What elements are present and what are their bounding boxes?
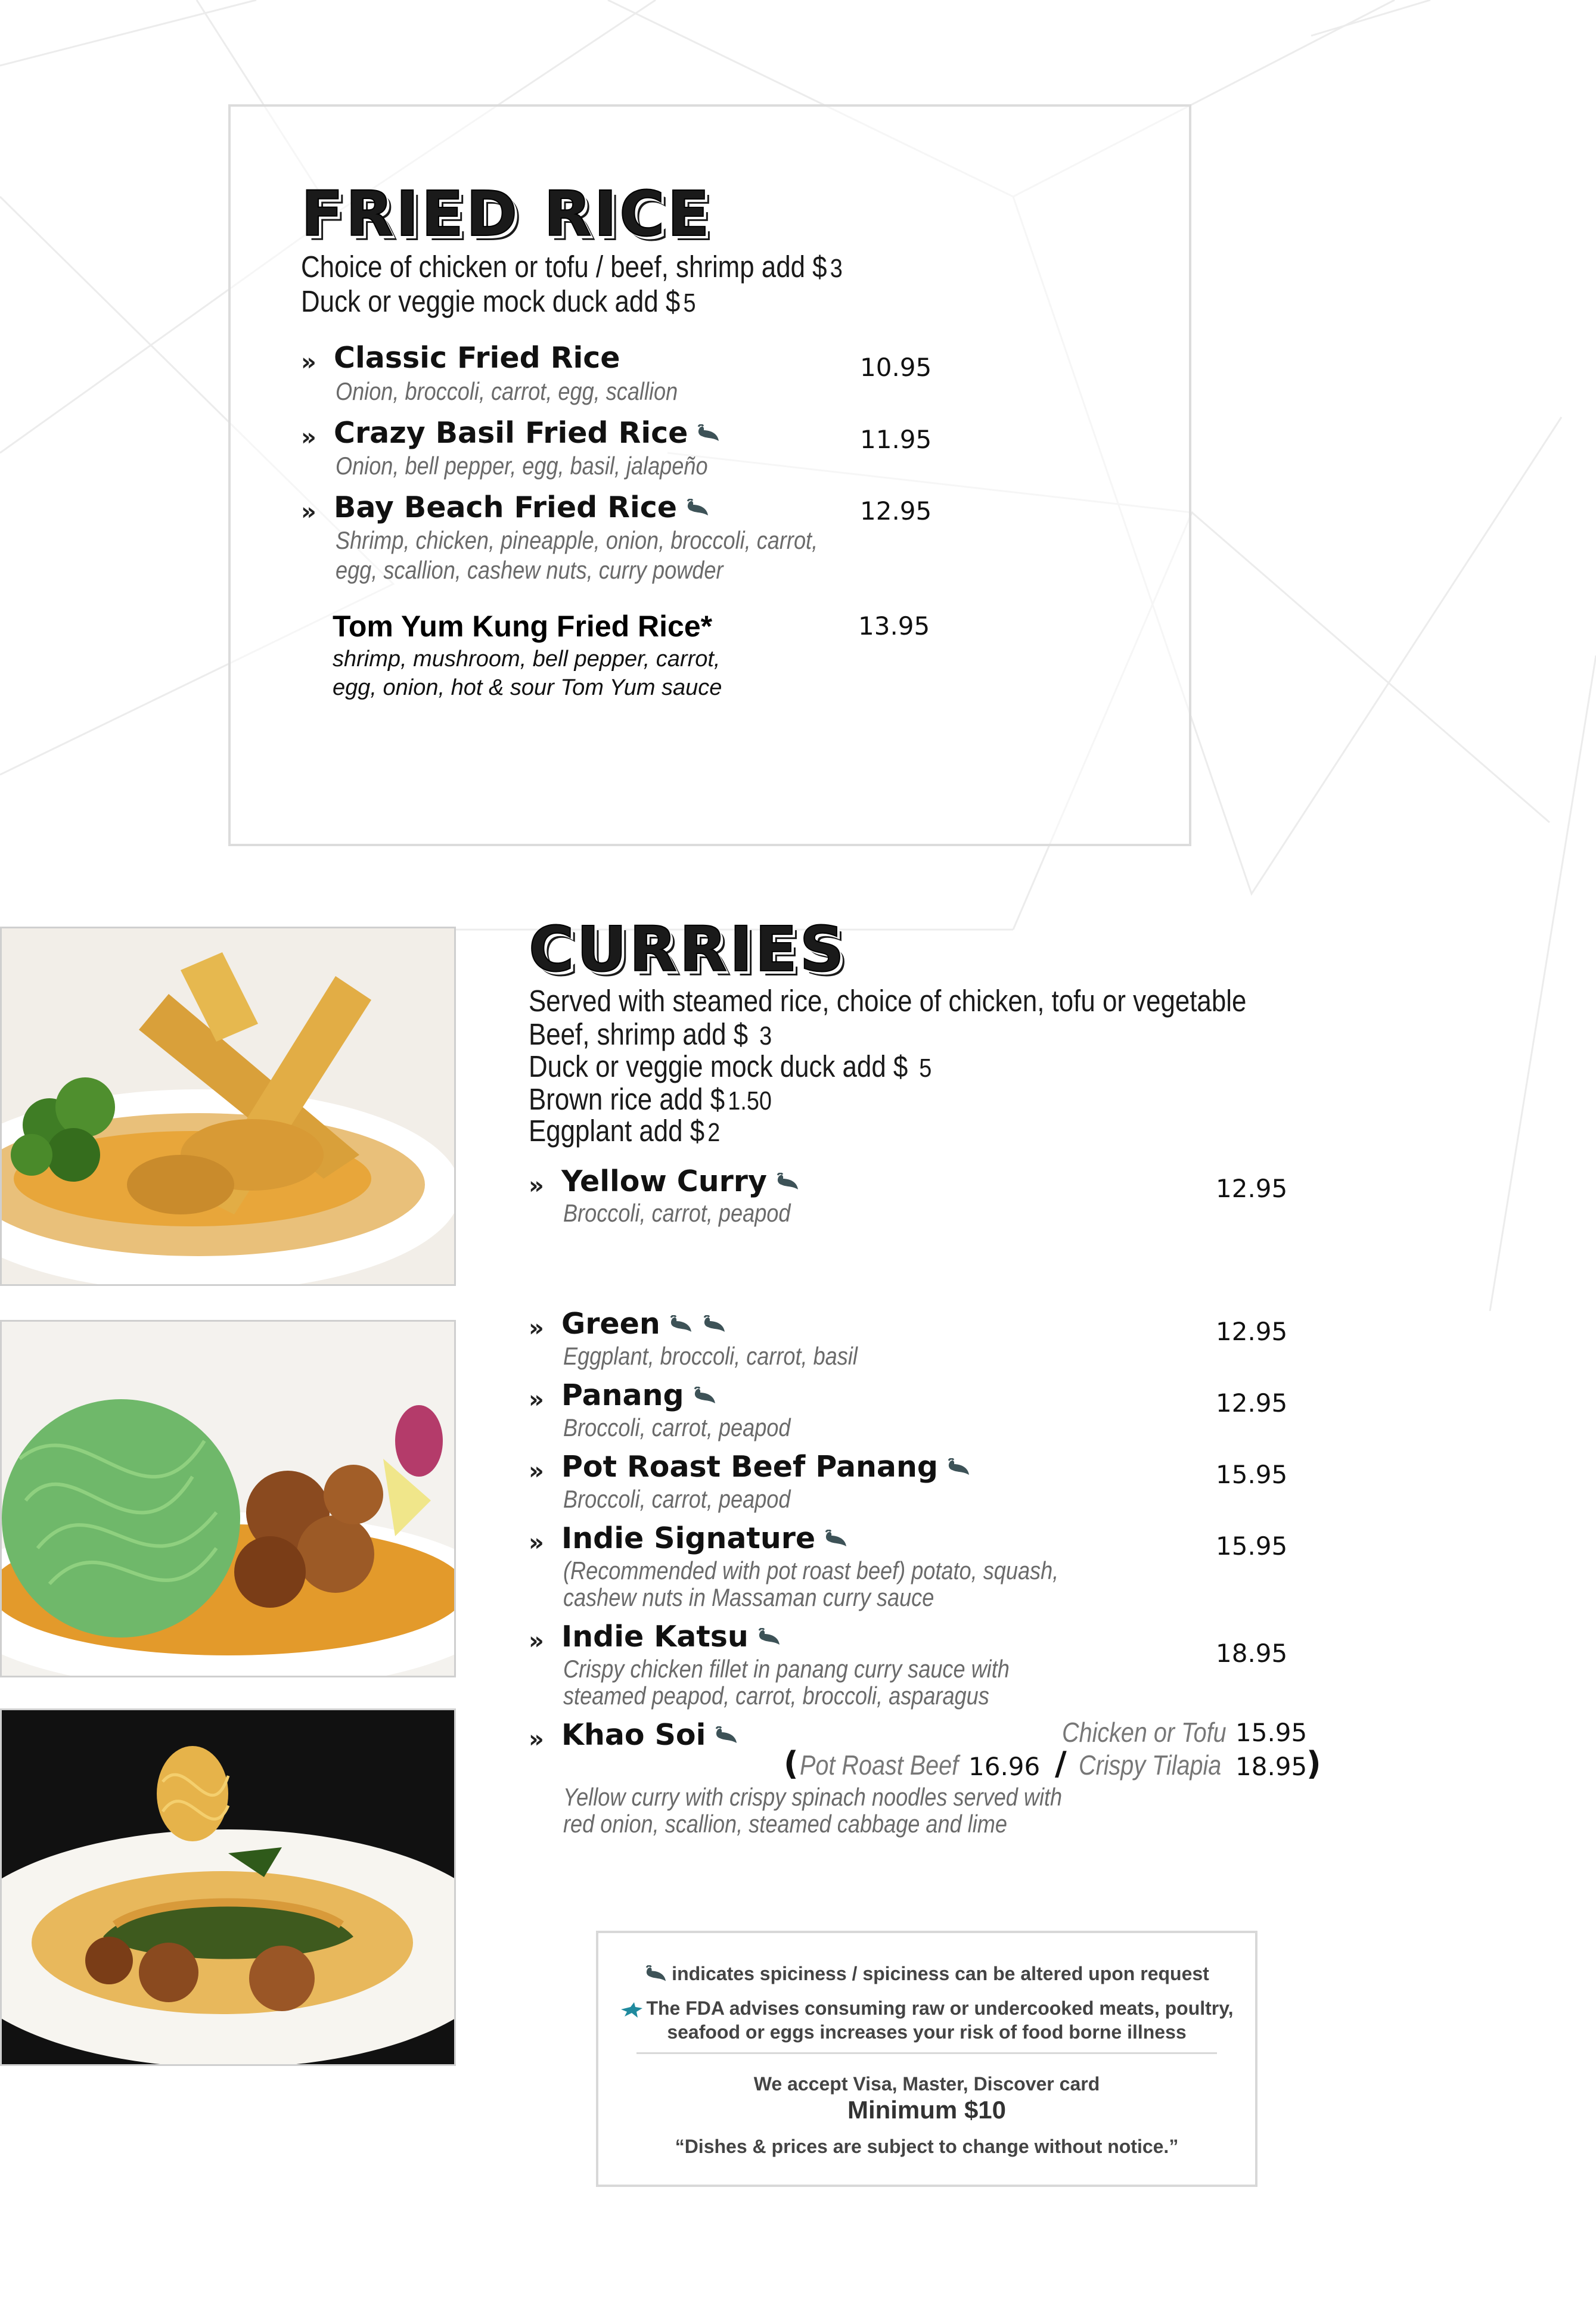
chili-icon bbox=[644, 1965, 668, 1986]
item-name bbox=[561, 1307, 727, 1341]
item-description: Crispy chicken fillet in panang curry sauce with bbox=[563, 1655, 1010, 1683]
fried-rice-note-duck bbox=[301, 284, 696, 319]
item-bullet-icon: » bbox=[529, 1172, 544, 1200]
item-name bbox=[561, 1718, 739, 1752]
note-text: Served with steamed rice, choice of chicken, tofu or vegetable bbox=[529, 984, 1247, 1018]
star-icon bbox=[620, 2001, 644, 2019]
item-description: steamed peapod, carrot, broccoli, asparagus bbox=[563, 1682, 989, 1710]
item-price: 18.95 bbox=[1216, 1639, 1288, 1668]
info-box bbox=[596, 1931, 1257, 2187]
item-bullet-icon: » bbox=[301, 498, 316, 526]
item-bullet-icon: » bbox=[529, 1529, 544, 1556]
item-description: egg, scallion, cashew nuts, curry powder bbox=[336, 556, 724, 584]
food-photo-massaman-curry bbox=[0, 1708, 456, 2066]
item-description: red onion, scallion, steamed cabbage and lime bbox=[563, 1810, 1007, 1838]
spicy-note-text: indicates spiciness / spiciness can be altered upon request bbox=[672, 1963, 1209, 1984]
photo-illustration bbox=[2, 1710, 456, 2066]
option-price: 18.95 bbox=[1235, 1752, 1308, 1781]
item-price: 15.95 bbox=[1216, 1531, 1288, 1561]
note-amount: 2 bbox=[707, 1118, 721, 1147]
open-paren: ( bbox=[784, 1745, 799, 1782]
option-price: 15.95 bbox=[1235, 1718, 1308, 1747]
item-price: 12.95 bbox=[1216, 1317, 1288, 1346]
curries-title: CURRIES bbox=[529, 913, 847, 986]
item-description: Broccoli, carrot, peapod bbox=[563, 1199, 791, 1227]
chili-icon bbox=[696, 424, 721, 446]
item-description: shrimp, mushroom, bell pepper, carrot, bbox=[333, 647, 721, 672]
chili-icon bbox=[702, 1315, 727, 1337]
item-name-text: Yellow Curry bbox=[561, 1164, 767, 1198]
photo-illustration bbox=[2, 1322, 456, 1677]
item-name-text: Indie Katsu bbox=[561, 1620, 749, 1654]
note-amount: 5 bbox=[683, 288, 696, 318]
item-name-text: Bay Beach Fried Rice bbox=[334, 490, 678, 524]
item-price: 12.95 bbox=[1216, 1174, 1288, 1203]
photo-illustration bbox=[2, 928, 456, 1286]
item-price: 13.95 bbox=[858, 611, 930, 641]
item-price: 12.95 bbox=[1216, 1388, 1288, 1418]
food-photo-khao-soi-noodles bbox=[0, 1320, 456, 1677]
note-amount: 5 bbox=[919, 1054, 932, 1083]
item-name bbox=[334, 490, 710, 524]
cards-accepted: We accept Visa, Master, Discover card bbox=[753, 2073, 1100, 2095]
item-bullet-icon: » bbox=[529, 1627, 544, 1655]
food-photo-fried-fish-curry bbox=[0, 927, 456, 1286]
chili-icon bbox=[714, 1726, 739, 1748]
chili-icon bbox=[669, 1315, 694, 1337]
option-label: Crispy Tilapia bbox=[1079, 1750, 1222, 1781]
item-name-text: Khao Soi bbox=[561, 1718, 706, 1752]
item-description: Onion, bell pepper, egg, basil, jalapeño bbox=[336, 452, 708, 480]
item-price: 15.95 bbox=[1216, 1460, 1288, 1489]
close-paren: ) bbox=[1306, 1745, 1321, 1782]
item-description: cashew nuts in Massaman curry sauce bbox=[563, 1583, 934, 1611]
item-price: 11.95 bbox=[860, 425, 932, 454]
note-amount: 3 bbox=[759, 1021, 772, 1051]
option-price: 16.96 bbox=[968, 1752, 1041, 1781]
note-text: Brown rice add $ bbox=[529, 1082, 725, 1116]
item-name-text: Crazy Basil Fried Rice bbox=[334, 416, 688, 450]
item-name bbox=[334, 416, 721, 450]
fda-line-2: seafood or eggs increases your risk of food borne illness bbox=[667, 2021, 1187, 2043]
item-description: (Recommended with pot roast beef) potato, squash, bbox=[563, 1556, 1059, 1584]
item-description: Eggplant, broccoli, carrot, basil bbox=[563, 1342, 858, 1370]
note-amount: 1.50 bbox=[728, 1086, 772, 1116]
item-name: Tom Yum Kung Fried Rice* bbox=[333, 610, 713, 643]
option-label: Chicken or Tofu bbox=[1062, 1717, 1227, 1748]
item-name bbox=[561, 1378, 718, 1412]
option-label: Pot Roast Beef bbox=[800, 1750, 959, 1781]
item-bullet-icon: » bbox=[529, 1315, 544, 1342]
spicy-note bbox=[598, 1963, 1255, 1986]
item-bullet-icon: » bbox=[529, 1458, 544, 1485]
chili-icon bbox=[685, 499, 710, 520]
item-bullet-icon: » bbox=[301, 349, 316, 376]
item-name: Classic Fried Rice bbox=[334, 341, 620, 375]
minimum-charge: Minimum $10 bbox=[847, 2096, 1007, 2124]
slash: / bbox=[1055, 1745, 1067, 1782]
chili-icon bbox=[946, 1458, 971, 1480]
curries-note bbox=[529, 1017, 772, 1052]
chili-icon bbox=[824, 1530, 849, 1551]
chili-icon bbox=[775, 1173, 800, 1194]
item-name-text: Indie Signature bbox=[561, 1521, 816, 1555]
item-description: egg, onion, hot & sour Tom Yum sauce bbox=[333, 675, 722, 700]
chili-icon bbox=[757, 1628, 782, 1649]
fda-note bbox=[598, 1997, 1255, 2019]
fda-line-1: The FDA advises consuming raw or undercooked meats, poultry, bbox=[646, 1997, 1234, 2019]
item-description: Onion, broccoli, carrot, egg, scallion bbox=[336, 377, 678, 405]
note-text: Duck or veggie mock duck add $ bbox=[301, 284, 681, 318]
chili-icon bbox=[693, 1387, 718, 1408]
note-text: Choice of chicken or tofu / beef, shrimp add $ bbox=[301, 250, 827, 284]
note-amount: 3 bbox=[830, 254, 843, 283]
item-description: Broccoli, carrot, peapod bbox=[563, 1485, 791, 1513]
divider bbox=[636, 2052, 1217, 2054]
note-text: Eggplant add $ bbox=[529, 1114, 705, 1148]
item-price: 10.95 bbox=[860, 353, 932, 382]
curries-note bbox=[529, 1049, 931, 1084]
curries-note bbox=[529, 1082, 772, 1117]
item-description: Broccoli, carrot, peapod bbox=[563, 1413, 791, 1441]
item-description: Shrimp, chicken, pineapple, onion, broccoli, carrot, bbox=[336, 526, 818, 554]
note-text: Beef, shrimp add $ bbox=[529, 1017, 749, 1051]
item-name bbox=[561, 1620, 782, 1654]
item-description: Yellow curry with crispy spinach noodles served with bbox=[563, 1783, 1063, 1811]
item-name-text: Pot Roast Beef Panang bbox=[561, 1450, 938, 1484]
fried-rice-note-protein bbox=[301, 249, 843, 284]
item-bullet-icon: » bbox=[529, 1726, 544, 1753]
item-name bbox=[561, 1521, 849, 1555]
item-price: 12.95 bbox=[860, 496, 932, 526]
item-bullet-icon: » bbox=[301, 424, 316, 451]
item-name bbox=[561, 1164, 800, 1198]
curries-note bbox=[529, 1113, 720, 1148]
item-bullet-icon: » bbox=[529, 1386, 544, 1413]
item-name-text: Green bbox=[561, 1307, 660, 1341]
note-text: Duck or veggie mock duck add $ bbox=[529, 1049, 908, 1083]
fried-rice-title: FRIED RICE bbox=[301, 178, 712, 250]
item-name-text: Panang bbox=[561, 1378, 684, 1412]
curries-note bbox=[529, 983, 1246, 1018]
item-name bbox=[561, 1450, 971, 1484]
disclaimer: “Dishes & prices are subject to change without notice.” bbox=[675, 2136, 1179, 2157]
